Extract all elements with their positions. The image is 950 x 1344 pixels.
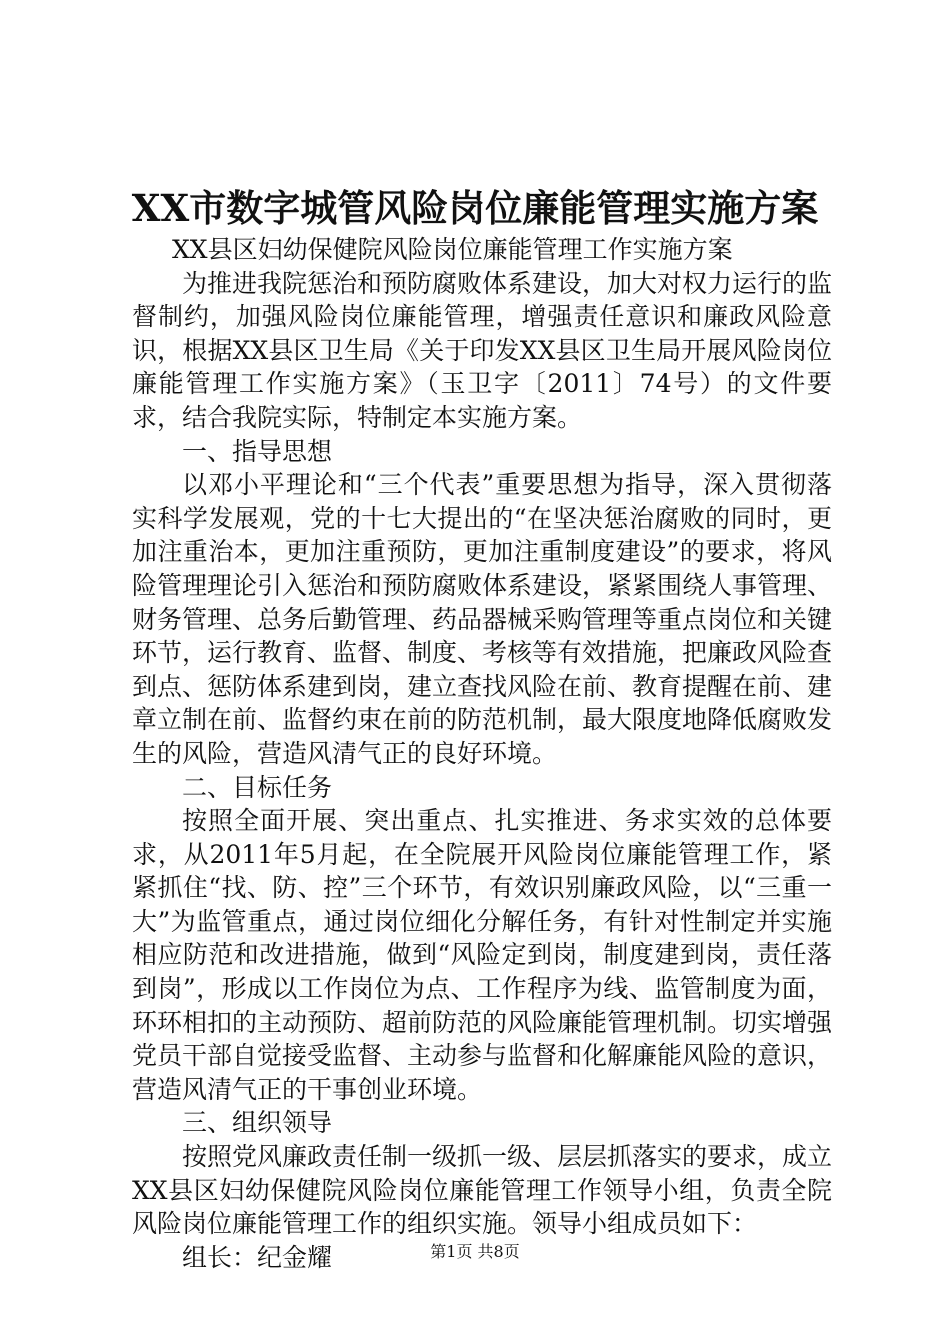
section-heading-organization: 三、组织领导 <box>182 1108 333 1138</box>
paragraph-guiding-ideology: 以邓小平理论和“三个代表”重要思想为指导，深入贯彻落实科学发展观，党的十七大提出的“在坚决惩治腐败的同时，更加注重治本，更加注重预防，更加注重制度建设”的要求，将风险管理理论引入惩治和预防腐败体系建设，紧紧围绕人事管理、财务管理、总务后勤管理、药品器械采购管理等重点岗位和关键环节，运行教育、监督、制度、考核等有效措施，把廉政风险查到点、惩防体系建到岗，建立查找风险在前、教育提醒在前、建章立制在前、监督约束在前的防范机制，最大限度地降低腐败发生的风险，营造风清气正的良好环境。 <box>132 470 833 768</box>
paragraph-team-leader: 组长：纪金耀 <box>182 1242 333 1272</box>
page-number-footer: 第1页 共8页 <box>430 1242 520 1261</box>
paragraph-intro: 为推进我院惩治和预防腐败体系建设，加大对权力运行的监督制约，加强风险岗位廉能管理，增强责任意识和廉政风险意识，根据XX县区卫生局《关于印发XX县区卫生局开展风险岗位廉能管理工作实施方案》（玉卫字〔2011〕74号）的文件要求，结合我院实际，特制定本实施方案。 <box>132 268 833 432</box>
section-heading-goals: 二、目标任务 <box>182 772 333 802</box>
paragraph-goals: 按照全面开展、突出重点、扎实推进、务求实效的总体要求，从2011年5月起，在全院展开风险岗位廉能管理工作，紧紧抓住“找、防、控”三个环节，有效识别廉政风险，以“三重一大”为监管重点，通过岗位细化分解任务，有针对性制定并实施相应防范和改进措施，做到“风险定到岗，制度建到岗，责任落到岗”，形成以工作岗位为点、工作程序为线、监管制度为面，环环相扣的主动预防、超前防范的风险廉能管理机制。切实增强党员干部自觉接受监督、主动参与监督和化解廉能风险的意识，营造风清气正的干事创业环境。 <box>132 806 833 1104</box>
paragraph-organization: 按照党风廉政责任制一级抓一级、层层抓落实的要求，成立XX县区妇幼保健院风险岗位廉能管理工作领导小组，负责全院风险岗位廉能管理工作的组织实施。领导小组成员如下： <box>132 1142 833 1239</box>
document-title: XX市数字城管风险岗位廉能管理实施方案 <box>131 186 819 230</box>
document-body <box>132 233 832 1274</box>
section-heading-guiding-ideology: 一、指导思想 <box>182 436 333 466</box>
document-subtitle: XX县区妇幼保健院风险岗位廉能管理工作实施方案 <box>172 235 733 264</box>
